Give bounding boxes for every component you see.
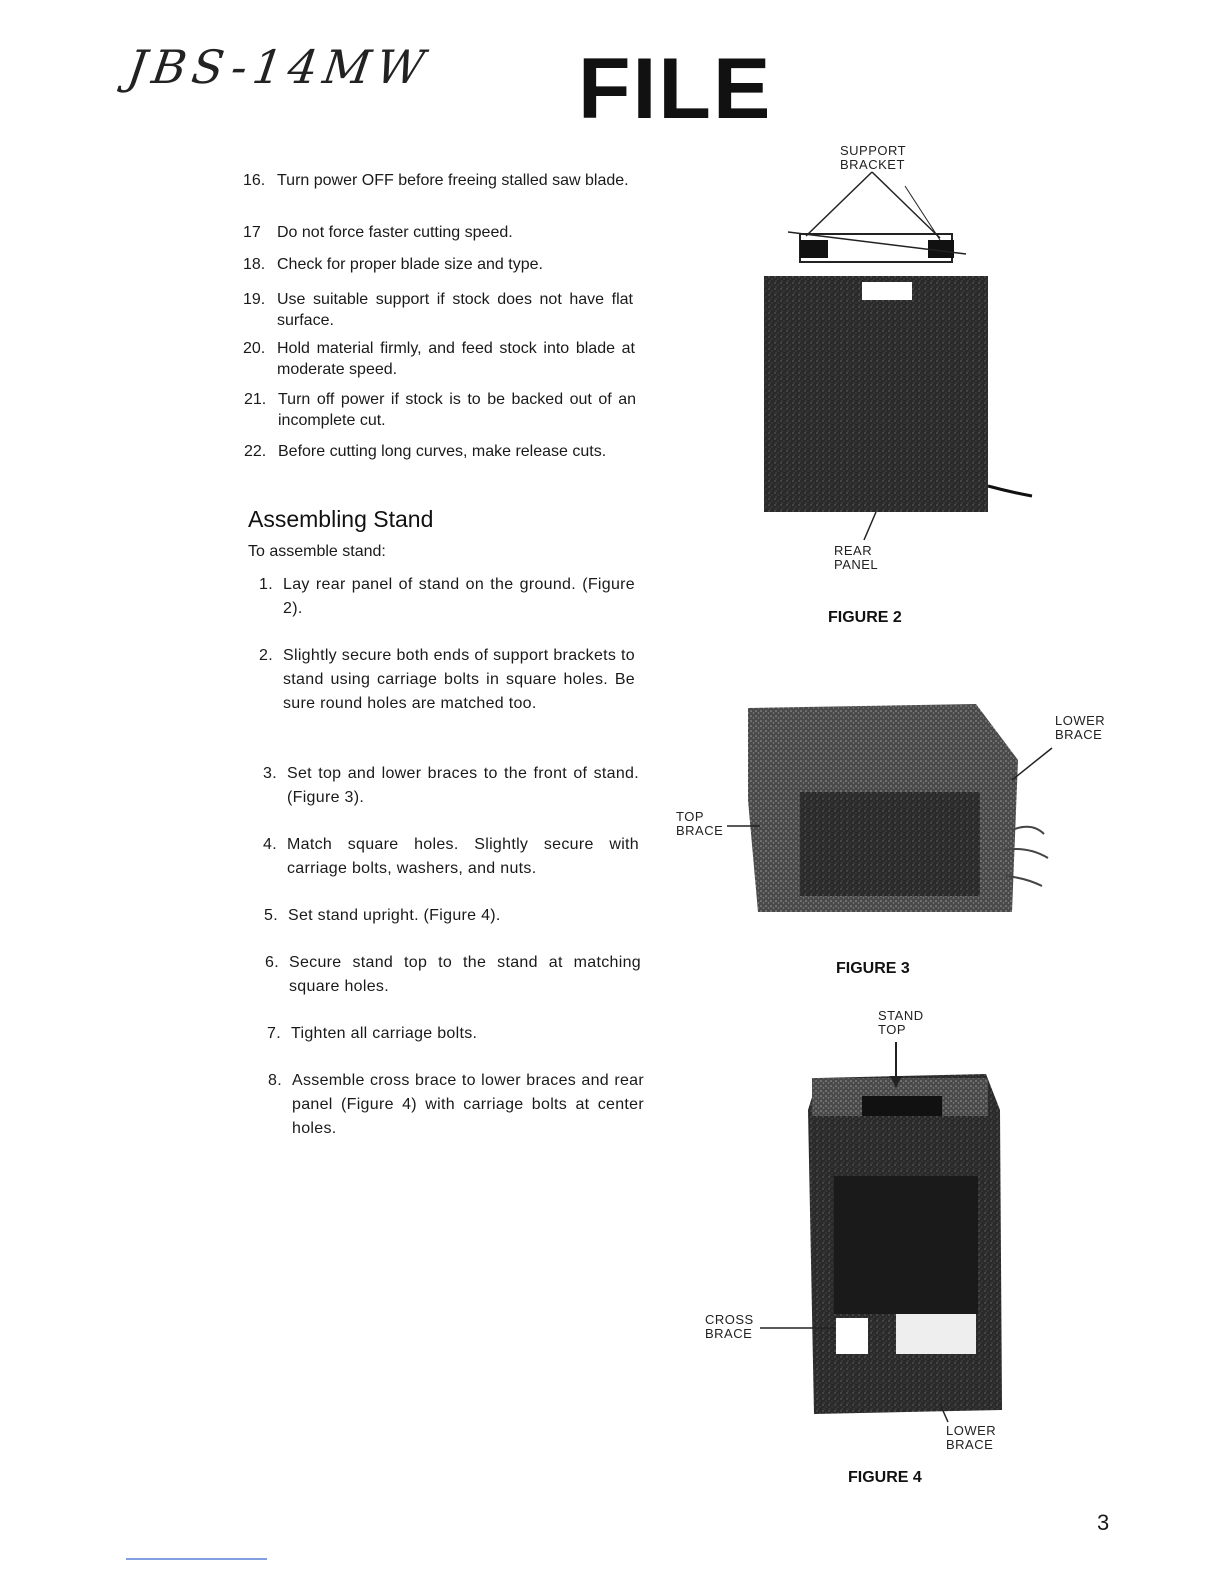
figure-3-illustration <box>727 704 1052 912</box>
figure-4-caption: FIGURE 4 <box>848 1469 922 1486</box>
label-line: BRACKET <box>840 157 905 172</box>
step-number: 5. <box>264 907 278 924</box>
label-line: SUPPORT <box>840 143 907 158</box>
cross-brace-right-gap <box>896 1314 976 1354</box>
step-text: Secure stand top to the stand at matching square holes. <box>289 954 641 995</box>
label-line: LOWER <box>1055 713 1106 728</box>
rule-text: Turn power OFF before freeing stalled saw blade. <box>277 172 629 189</box>
rule-text: Use suitable support if stock does not have flat surface. <box>277 291 633 329</box>
step-number: 6. <box>265 954 279 971</box>
step-text: Lay rear panel of stand on the ground. (Figure 2). <box>283 576 635 617</box>
section-intro: To assemble stand: <box>248 543 386 560</box>
rule-text: Hold material firmly, and feed stock into blade at moderate speed. <box>277 340 635 378</box>
label-top-brace <box>676 810 723 838</box>
bracket-end-left <box>800 240 828 258</box>
rule-number: 19. <box>243 291 266 308</box>
label-line: CROSS <box>705 1312 754 1327</box>
section-heading: Assembling Stand <box>248 506 434 532</box>
label-support-bracket <box>840 144 906 172</box>
bracket-end-right <box>928 240 954 258</box>
pointer-line <box>872 172 940 238</box>
label-line: BRACE <box>946 1437 994 1452</box>
cross-brace-left-gap <box>836 1318 868 1354</box>
rule-number: 18. <box>243 256 266 273</box>
rule-text: Do not force faster cutting speed. <box>277 224 513 241</box>
rule-number: 21. <box>244 391 267 408</box>
figure-2-illustration <box>764 172 1032 540</box>
rule-number: 22. <box>244 443 267 460</box>
label-line: BRACE <box>1055 727 1103 742</box>
step-text: Slightly secure both ends of support brackets to stand using carriage bolts in square holes. Be sure round holes are matched too. <box>283 647 635 712</box>
step-text: Match square holes. Slightly secure with carriage bolts, washers, and nuts. <box>287 836 639 877</box>
step-number: 4. <box>263 836 277 853</box>
label-line: TOP <box>676 809 704 824</box>
rule-text: Turn off power if stock is to be backed out of an incomplete cut. <box>278 391 636 429</box>
rule-text: Check for proper blade size and type. <box>277 256 543 273</box>
file-stamp: FILE <box>578 41 773 137</box>
stand-window <box>834 1176 978 1314</box>
rule-number: 17 <box>243 224 261 241</box>
step-text: Set top and lower braces to the front of stand. (Figure 3). <box>287 765 639 806</box>
label-lower-brace <box>1055 714 1105 742</box>
label-lower-brace-fig4 <box>946 1424 996 1452</box>
label-line: BRACE <box>676 823 724 838</box>
label-line: REAR <box>834 543 873 558</box>
step-text: Set stand upright. (Figure 4). <box>288 907 501 924</box>
label-cross-brace <box>705 1313 754 1341</box>
step-number: 2. <box>259 647 273 664</box>
power-cord <box>988 486 1032 496</box>
pointer-line <box>806 172 872 236</box>
label-stand-top <box>878 1009 924 1037</box>
stand-opening <box>800 792 980 896</box>
pointer-line <box>905 186 940 240</box>
rear-panel-shape <box>764 276 988 512</box>
handwritten-model-number: JBS-14MW <box>124 40 434 94</box>
label-line: TOP <box>878 1022 906 1037</box>
pointer-line <box>864 512 876 540</box>
stand-top-slot <box>862 1096 942 1116</box>
page-number: 3 <box>1097 1510 1110 1535</box>
label-line: STAND <box>878 1008 924 1023</box>
label-line: LOWER <box>946 1423 997 1438</box>
label-line: PANEL <box>834 557 879 572</box>
step-number: 7. <box>267 1025 281 1042</box>
rule-number: 20. <box>243 340 266 357</box>
figure-2-caption: FIGURE 2 <box>828 609 902 626</box>
figure-4-illustration <box>760 1042 1002 1422</box>
step-number: 8. <box>268 1072 282 1089</box>
step-number: 3. <box>263 765 277 782</box>
label-line: BRACE <box>705 1326 753 1341</box>
label-rear-panel <box>834 544 878 572</box>
step-text: Assemble cross brace to lower braces and rear panel (Figure 4) with carriage bolts at center holes. <box>292 1072 644 1137</box>
step-text: Tighten all carriage bolts. <box>291 1025 478 1042</box>
pointer-line <box>1012 748 1052 780</box>
figure-3-caption: FIGURE 3 <box>836 960 910 977</box>
step-number: 1. <box>259 576 273 593</box>
rule-number: 16. <box>243 172 266 189</box>
panel-cutout <box>862 282 912 300</box>
rule-text: Before cutting long curves, make release cuts. <box>278 443 607 460</box>
